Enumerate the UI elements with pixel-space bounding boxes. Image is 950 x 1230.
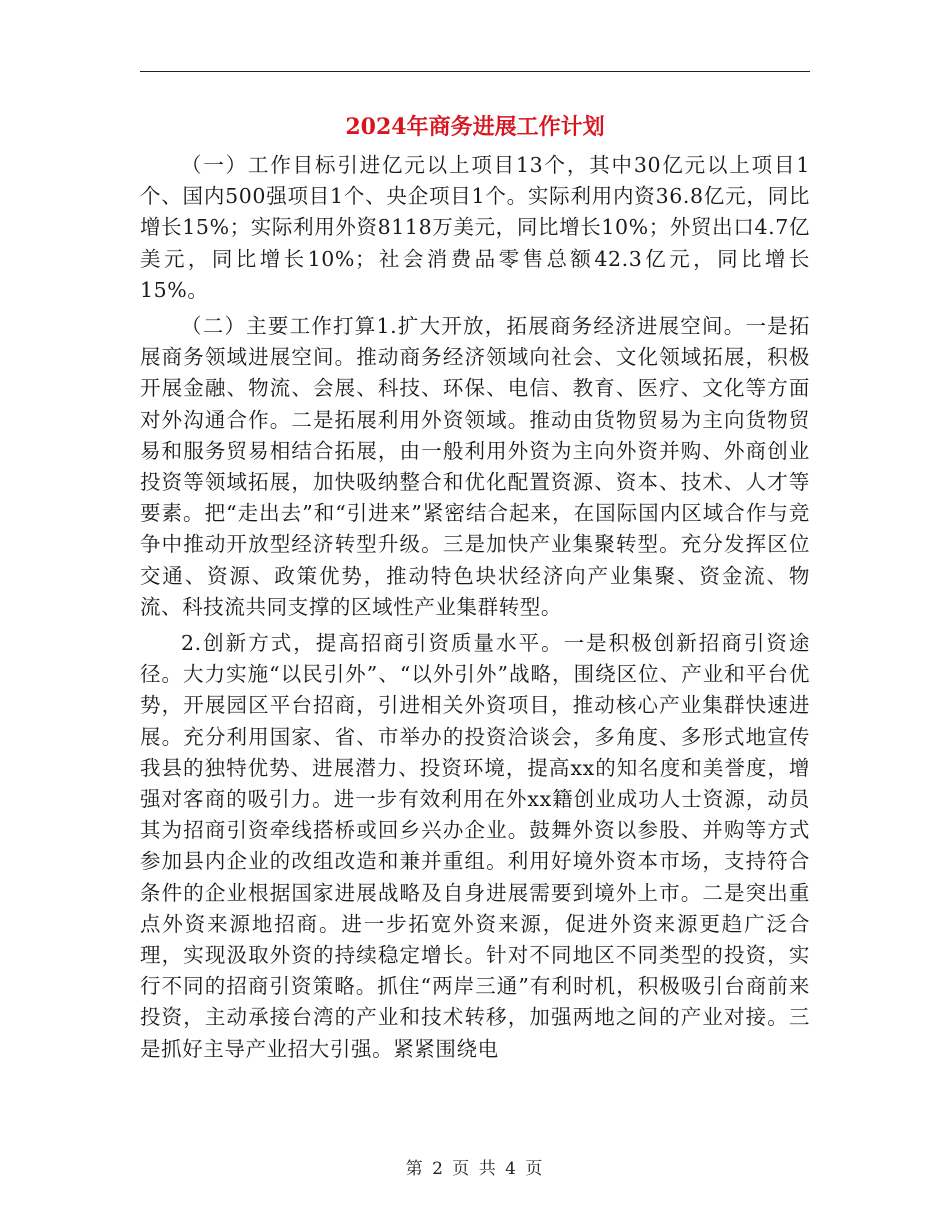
paragraph-main-work-plan: （二）主要工作打算1.扩大开放，拓展商务经济进展空间。一是拓展商务领域进展空间。推动商务经济领域向社会、文化领域拓展，积极开展金融、物流、会展、科技、环保、电信、教育、医疗、文化等方面对外沟通合作。二是拓展利用外资领域。推动由货物贸易为主向货物贸易和服务贸易相结合拓展，由一般利用外资为主向外资并购、外商创业投资等领域拓展，加快吸纳整合和优化配置资源、资本、技术、人才等要素。把“走出去”和“引进来”紧密结合起来，在国际国内区域合作与竞争中推动开放型经济转型升级。三是加快产业集聚转型。充分发挥区位交通、资源、政策优势，推动特色块状经济向产业集聚、资金流、物流、科技流共同支撑的区域性产业集群转型。 [140,314,810,619]
paragraph-investment-innovation: 2.创新方式，提高招商引资质量水平。一是积极创新招商引资途径。大力实施“以民引外”、“以外引外”战略，围绕区位、产业和平台优势，开展园区平台招商，引进相关外资项目，推动核心产业集群快速进展。充分利用国家、省、市举办的投资洽谈会，多角度、多形式地宣传我县的独特优势、进展潜力、投资环境，提高xx的知名度和美誉度，增强对客商的吸引力。进一步有效利用在外xx籍创业成功人士资源，动员其为招商引资牵线搭桥或回乡兴办企业。鼓舞外资以参股、并购等方式参加县内企业的改组改造和兼并重组。利用好境外资本市场，支持符合条件的企业根据国家进展战略及自身进展需要到境外上市。二是突出重点外资来源地招商。进一步拓宽外资来源，促进外资来源更趋广泛合理，实现汲取外资的持续稳定增长。针对不同地区不同类型的投资，实行不同的招商引资策略。抓住“两岸三通”有利时机，积极吸引台商前来投资，主动承接台湾的产业和技术转移，加强两地之间的产业对接。三是抓好主导产业招大引强。紧紧围绕电 [140,631,810,1061]
page-number-footer: 第 2 页 共 4 页 [405,1159,545,1179]
document-body [140,150,810,1070]
header-rule [140,71,810,72]
document-title: 2024年商务进展工作计划 [345,114,605,140]
paragraph-work-goals: （一）工作目标引进亿元以上项目13个，其中30亿元以上项目1个、国内500强项目1个、央企项目1个。实际利用内资36.8亿元，同比增长15%；实际利用外资8118万美元，同比增长10%；外贸出口4.7亿美元，同比增长10%；社会消费品零售总额42.3亿元，同比增长15%。 [140,153,810,302]
